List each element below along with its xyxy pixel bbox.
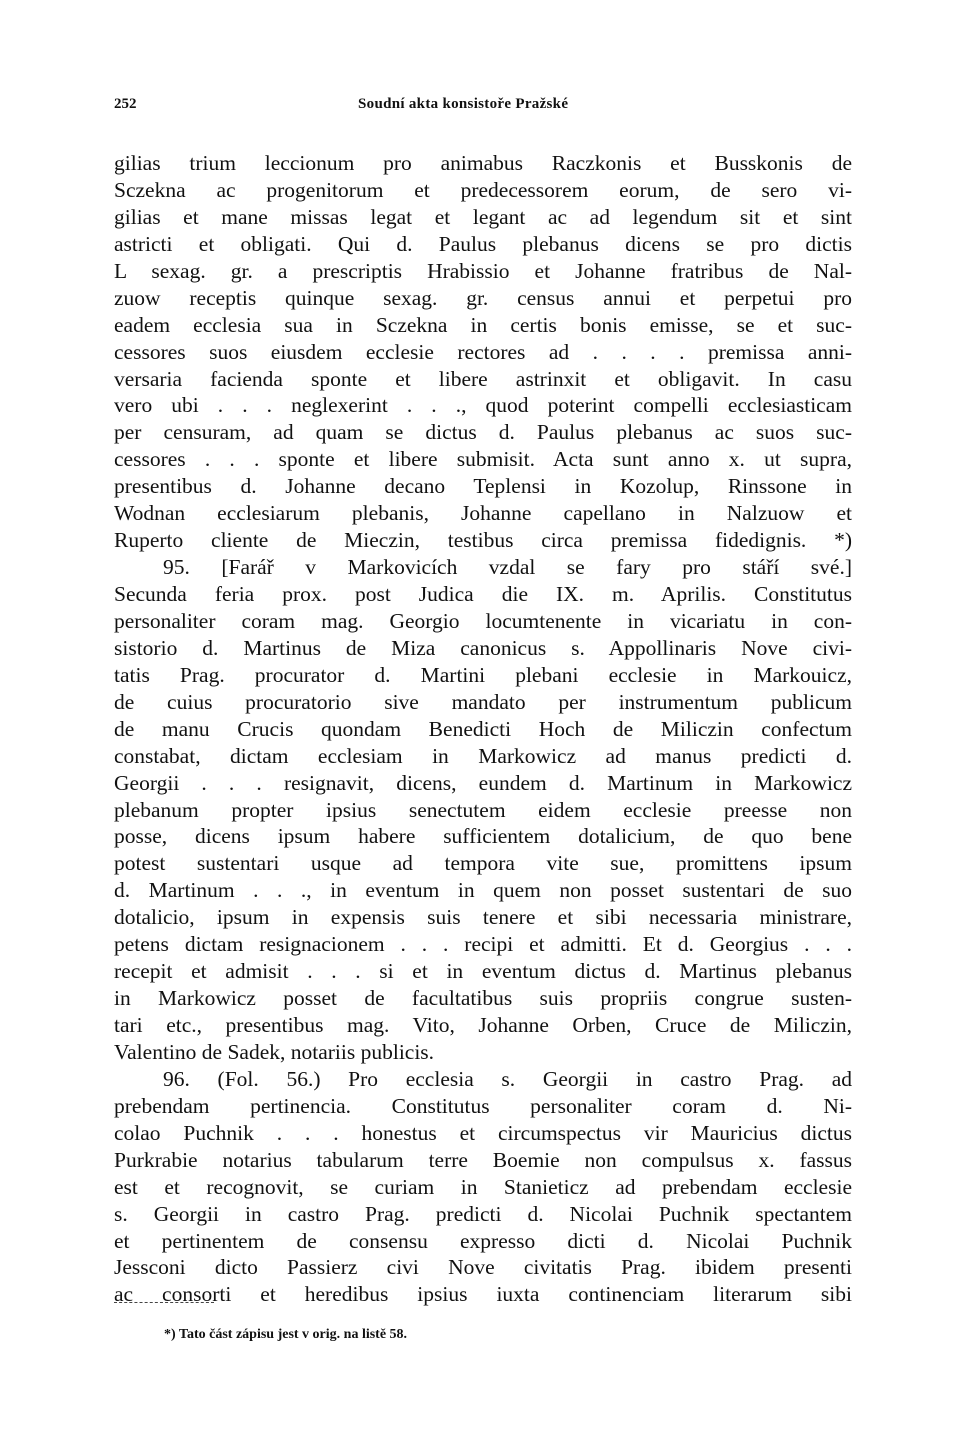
text-line: de manu Crucis quondam Benedicti Hoch de Miliczin confectum: [114, 716, 852, 741]
footnote: *) Tato část zápisu jest v orig. na listě 58.: [164, 1327, 408, 1342]
text-line: gilias et mane missas legat et legant ac ad legendum sit et sint: [114, 204, 852, 229]
text-line: Wodnan ecclesiarum plebanis, Johanne capellano in Nalzuow et: [114, 501, 852, 526]
text-line: d. Martinum . . ., in eventum in quem non posset sustentari de suo: [114, 878, 852, 903]
text-line: in Markowicz posset de facultatibus suis propriis congrue susten-: [114, 986, 852, 1011]
text-line: Secunda feria prox. post Judica die IX. m. Aprilis. Constitutus: [114, 582, 852, 606]
body-text: [114, 150, 852, 1308]
text-line: et pertinentem de consensu expresso dicti d. Nicolai Puchnik: [114, 1228, 852, 1253]
text-line: Purkrabie notarius tabularum terre Boemie non compulsus x. fassus: [114, 1147, 852, 1172]
entry-heading-95: 95. [Farář v Markovicích vzdal se fary pro stáří své.]: [163, 555, 852, 580]
text-line: gilias trium leccionum pro animabus Raczkonis et Busskonis de: [114, 151, 852, 175]
text-line: Valentino de Sadek, notariis publicis.: [114, 1039, 435, 1064]
text-line: L sexag. gr. a prescriptis Hrabissio et Johanne fratribus de Nal-: [114, 258, 852, 283]
text-line: Sczekna ac progenitorum et predecessorem eorum, de sero vi-: [114, 177, 852, 202]
text-line: de cuius procuratorio sive mandato per instrumentum publicum: [114, 689, 852, 714]
text-line: posse, dicens ipsum habere sufficientem dotalicium, de quo bene: [114, 824, 852, 849]
text-line: zuow receptis quinque sexag. gr. census annui et perpetui pro: [114, 285, 852, 310]
text-line: eadem ecclesia sua in Sczekna in certis bonis emisse, se et suc-: [114, 312, 852, 337]
text-line: est et recognovit, se curiam in Stanieticz ad prebendam ecclesie: [114, 1174, 852, 1199]
text-line: tatis Prag. procurator d. Martini plebani ecclesie in Markouicz,: [114, 662, 852, 687]
text-line: Georgii . . . resignavit, dicens, eundem d. Martinum in Markowicz: [114, 770, 852, 795]
text-line: recepit et admisit . . . si et in eventum dictus d. Martinus plebanus: [114, 959, 852, 984]
text-line: ac consorti et heredibus ipsius iuxta continenciam literarum sibi: [114, 1282, 852, 1307]
page-number: 252: [114, 96, 137, 112]
text-line: astricti et obligati. Qui d. Paulus plebanus dicens se pro dictis: [114, 231, 852, 256]
text-line: colao Puchnik . . . honestus et circumspectus vir Mauricius dictus: [114, 1120, 852, 1145]
text-line: vero ubi . . . neglexerint . . ., quod poterint compelli ecclesiasticam: [114, 393, 852, 418]
text-line: tari etc., presentibus mag. Vito, Johanne Orben, Cruce de Miliczin,: [114, 1013, 852, 1037]
text-line: presentibus d. Johanne decano Teplensi in Kozolup, Rinssone in: [114, 474, 852, 499]
footnote-divider: [114, 1302, 214, 1303]
text-line: cessores . . . sponte et libere submisit. Acta sunt anno x. ut supra,: [114, 447, 852, 472]
text-line: plebanum propter ipsius senectutem eidem ecclesie preesse non: [114, 797, 852, 822]
page-header: [114, 96, 850, 118]
text-line: prebendam pertinencia. Constitutus personaliter coram d. Ni-: [114, 1093, 852, 1118]
text-line: potest sustentari usque ad tempora vite sue, promittens ipsum: [114, 851, 852, 876]
entry-heading-96: 96. (Fol. 56.) Pro ecclesia s. Georgii in castro Prag. ad: [163, 1066, 852, 1091]
text-line: dotalicio, ipsum in expensis suis tenere et sibi necessaria ministrare,: [114, 905, 852, 930]
text-line: versaria facienda sponte et libere astrinxit et obligavit. In casu: [114, 366, 852, 391]
text-line: constabat, dictam ecclesiam in Markowicz ad manus predicti d.: [114, 743, 852, 768]
text-line: per censuram, ad quam se dictus d. Paulus plebanus ac suos suc-: [114, 420, 852, 445]
running-title: Soudní akta konsistoře Pražské: [358, 96, 569, 112]
text-line: Ruperto cliente de Mieczin, testibus circa premissa fidedignis. *): [114, 528, 852, 553]
text-line: s. Georgii in castro Prag. predicti d. Nicolai Puchnik spectantem: [114, 1201, 852, 1226]
text-line: sistorio d. Martinus de Miza canonicus s. Appollinaris Nove civi-: [114, 635, 852, 660]
text-line: petens dictam resignacionem . . . recipi et admitti. Et d. Georgius . . .: [114, 932, 852, 957]
text-line: Jessconi dicto Passierz civi Nove civitatis Prag. ibidem presenti: [114, 1255, 852, 1280]
text-line: personaliter coram mag. Georgio locumtenente in vicariatu in con-: [114, 608, 852, 633]
text-line: cessores suos eiusdem ecclesie rectores ad . . . . premissa anni-: [114, 339, 852, 364]
